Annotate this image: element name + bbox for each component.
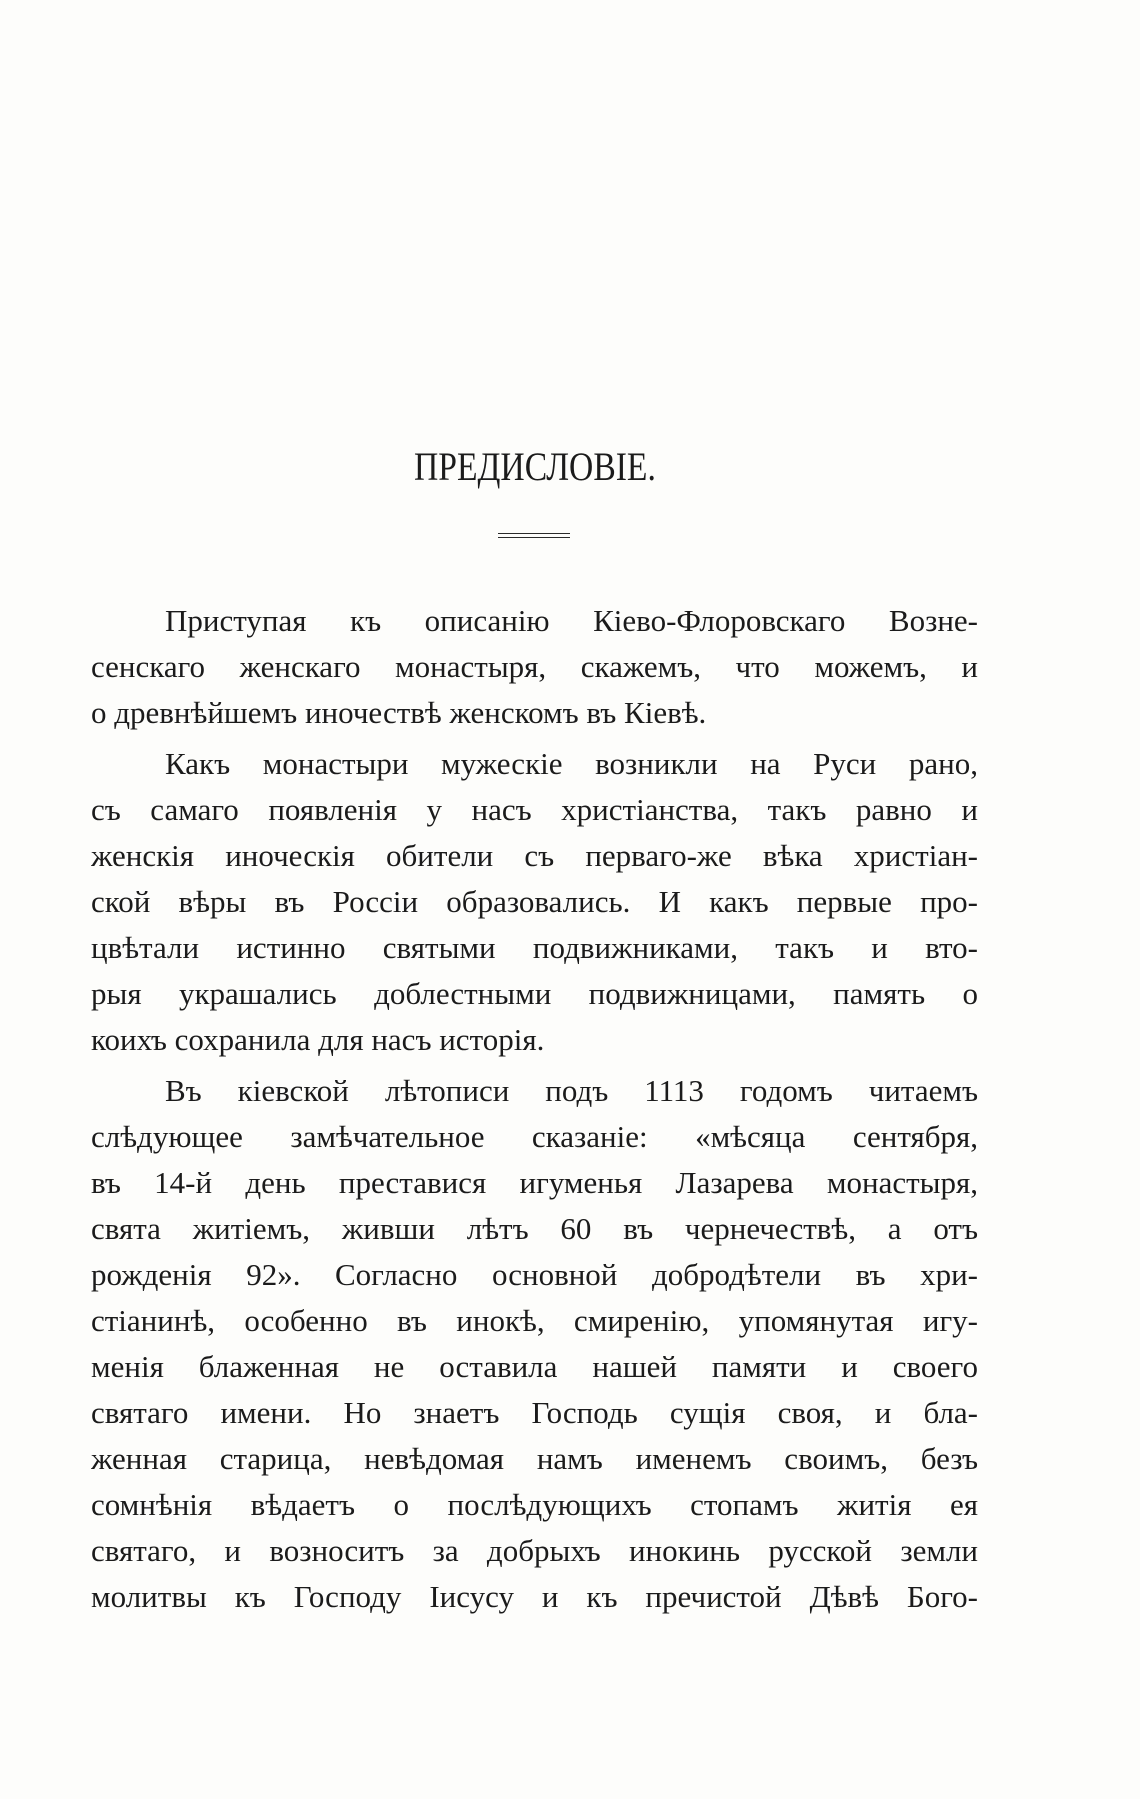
text-line: сомнѣнія вѣдаетъ о послѣдующихъ стопамъ житія ея xyxy=(91,1487,978,1522)
text-line: рожденія 92». Согласно основной добродѣтели въ хри- xyxy=(91,1257,978,1292)
paragraph-2 xyxy=(91,741,978,1063)
text-line: Какъ монастыри мужескіе возникли на Руси рано, xyxy=(165,746,978,781)
text-line: слѣдующее замѣчательное сказаніе: «мѣсяца сентября, xyxy=(91,1119,978,1154)
text-line: Въ кіевской лѣтописи подъ 1113 годомъ читаемъ xyxy=(165,1073,978,1108)
text-line: менія блаженная не оставила нашей памяти и своего xyxy=(91,1349,978,1384)
text-line: съ самаго появленія у насъ христіанства, такъ равно и xyxy=(91,792,978,827)
body-text xyxy=(91,598,978,1620)
text-line: молитвы къ Господу Іисусу и къ пречистой Дѣвѣ Бого- xyxy=(91,1579,978,1614)
text-line: ской вѣры въ Россіи образовались. И какъ первые про- xyxy=(91,884,978,919)
text-line: святаго, и возноситъ за добрыхъ инокинь русской земли xyxy=(91,1533,978,1568)
text-line: въ 14-й день преставися игуменья Лазарева монастыря, xyxy=(91,1165,978,1200)
paragraph-3 xyxy=(91,1068,978,1620)
text-line: женная старица, невѣдомая намъ именемъ своимъ, безъ xyxy=(91,1441,978,1476)
text-line: рыя украшались доблестными подвижницами, память о xyxy=(91,976,978,1011)
text-line: цвѣтали истинно святыми подвижниками, такъ и вто- xyxy=(91,930,978,965)
text-line: Приступая къ описанію Кіево-Флоровскаго Возне- xyxy=(165,603,978,638)
text-line: о древнѣйшемъ иночествѣ женскомъ въ Кіевѣ. xyxy=(91,695,707,730)
page-title: ПРЕДИСЛОВІЕ. xyxy=(413,444,656,489)
text-line: сенскаго женскаго монастыря, скажемъ, что можемъ, и xyxy=(91,649,978,684)
title-container xyxy=(91,442,978,492)
text-line: коихъ сохранила для насъ исторія. xyxy=(91,1022,545,1057)
text-line: стіанинѣ, особенно въ инокѣ, смиренію, упомянутая игу- xyxy=(91,1303,978,1338)
text-line: святаго имени. Но знаетъ Господь сущія своя, и бла- xyxy=(91,1395,978,1430)
title-double-rule xyxy=(498,533,570,538)
text-line: женскія иноческія обители съ перваго-же вѣка христіан- xyxy=(91,838,978,873)
paragraph-1 xyxy=(91,598,978,736)
text-line: свята житіемъ, живши лѣтъ 60 въ чернечествѣ, а отъ xyxy=(91,1211,978,1246)
